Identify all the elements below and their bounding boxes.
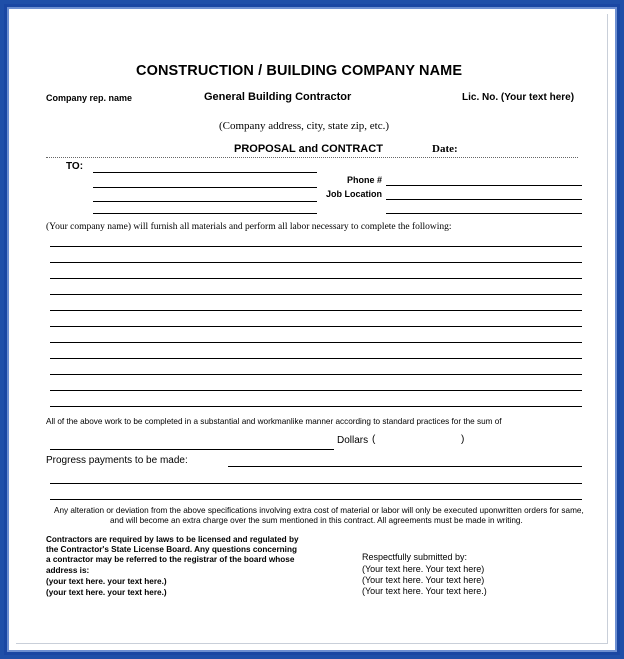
progress-payments-label: Progress payments to be made: [46, 455, 188, 466]
job-location-line-2[interactable] [386, 213, 582, 214]
progress-line-1[interactable] [228, 466, 582, 467]
to-line-1[interactable] [93, 172, 317, 173]
to-label: TO: [66, 161, 84, 172]
to-line-2[interactable] [93, 187, 317, 188]
rep-name-label: Company rep. name [46, 93, 133, 103]
footer-left-text: (your text here. your text here.) [46, 588, 167, 597]
company-address: (Company address, city, state zip, etc.) [219, 120, 390, 132]
work-line[interactable] [50, 246, 582, 247]
submitted-by-text: (Your text here. Your text here) [362, 575, 485, 585]
submitted-by-text: (Your text here. Your text here) [362, 564, 485, 574]
progress-line-2[interactable] [50, 483, 582, 484]
license-number: Lic. No. (Your text here) [462, 92, 575, 103]
work-line[interactable] [50, 294, 582, 295]
work-line[interactable] [50, 342, 582, 343]
license-notice-line: Contractors are required by laws to be licensed and regulated by [46, 535, 299, 544]
phone-label: Phone # [347, 175, 383, 185]
work-line[interactable] [50, 390, 582, 391]
furnish-statement: (Your company name) will furnish all materials and perform all labor necessary to complete the following: [46, 222, 452, 232]
license-notice-line: address is: [46, 566, 90, 575]
work-line[interactable] [50, 262, 582, 263]
footer-left-text: (your text here. your text here.) [46, 577, 167, 586]
phone-line[interactable] [386, 185, 582, 186]
license-notice-line: a contractor may be referred to the registrar of the board whose [46, 555, 295, 564]
amount-open-paren: ( [372, 434, 376, 445]
dollars-label: Dollars [337, 435, 369, 446]
submitted-by-label: Respectfully submitted by: [362, 552, 468, 562]
progress-line-3[interactable] [50, 499, 582, 500]
company-name-title: CONSTRUCTION / BUILDING COMPANY NAME [136, 63, 463, 79]
alteration-clause-line-1: Any alteration or deviation from the above specifications involving extra cost of material or labor will only be executed uponwritten orders for same, [54, 506, 584, 515]
header-divider [46, 157, 578, 158]
submitted-by-text: (Your text here. Your text here.) [362, 586, 487, 596]
job-location-line-1[interactable] [386, 199, 582, 200]
completion-statement: All of the above work to be completed in a substantial and workmanlike manner according to standard practices for the sum of [46, 417, 502, 426]
work-line[interactable] [50, 406, 582, 407]
date-label: Date: [432, 143, 458, 155]
work-line[interactable] [50, 278, 582, 279]
work-line[interactable] [50, 374, 582, 375]
work-line[interactable] [50, 310, 582, 311]
job-location-label: Job Location [326, 189, 382, 199]
license-notice-line: the Contractor's State License Board. Any questions concerning [46, 545, 297, 554]
work-line[interactable] [50, 326, 582, 327]
alteration-clause-line-2: and will become an extra charge over the sum mentioned in this contract. All agreements must be made in writing. [110, 516, 523, 525]
amount-words-line[interactable] [50, 449, 334, 450]
contractor-type: General Building Contractor [204, 91, 352, 103]
to-line-3[interactable] [93, 201, 317, 202]
work-line[interactable] [50, 358, 582, 359]
document-title: PROPOSAL and CONTRACT [234, 143, 383, 155]
amount-close-paren: ) [461, 434, 465, 445]
to-line-4[interactable] [93, 213, 317, 214]
